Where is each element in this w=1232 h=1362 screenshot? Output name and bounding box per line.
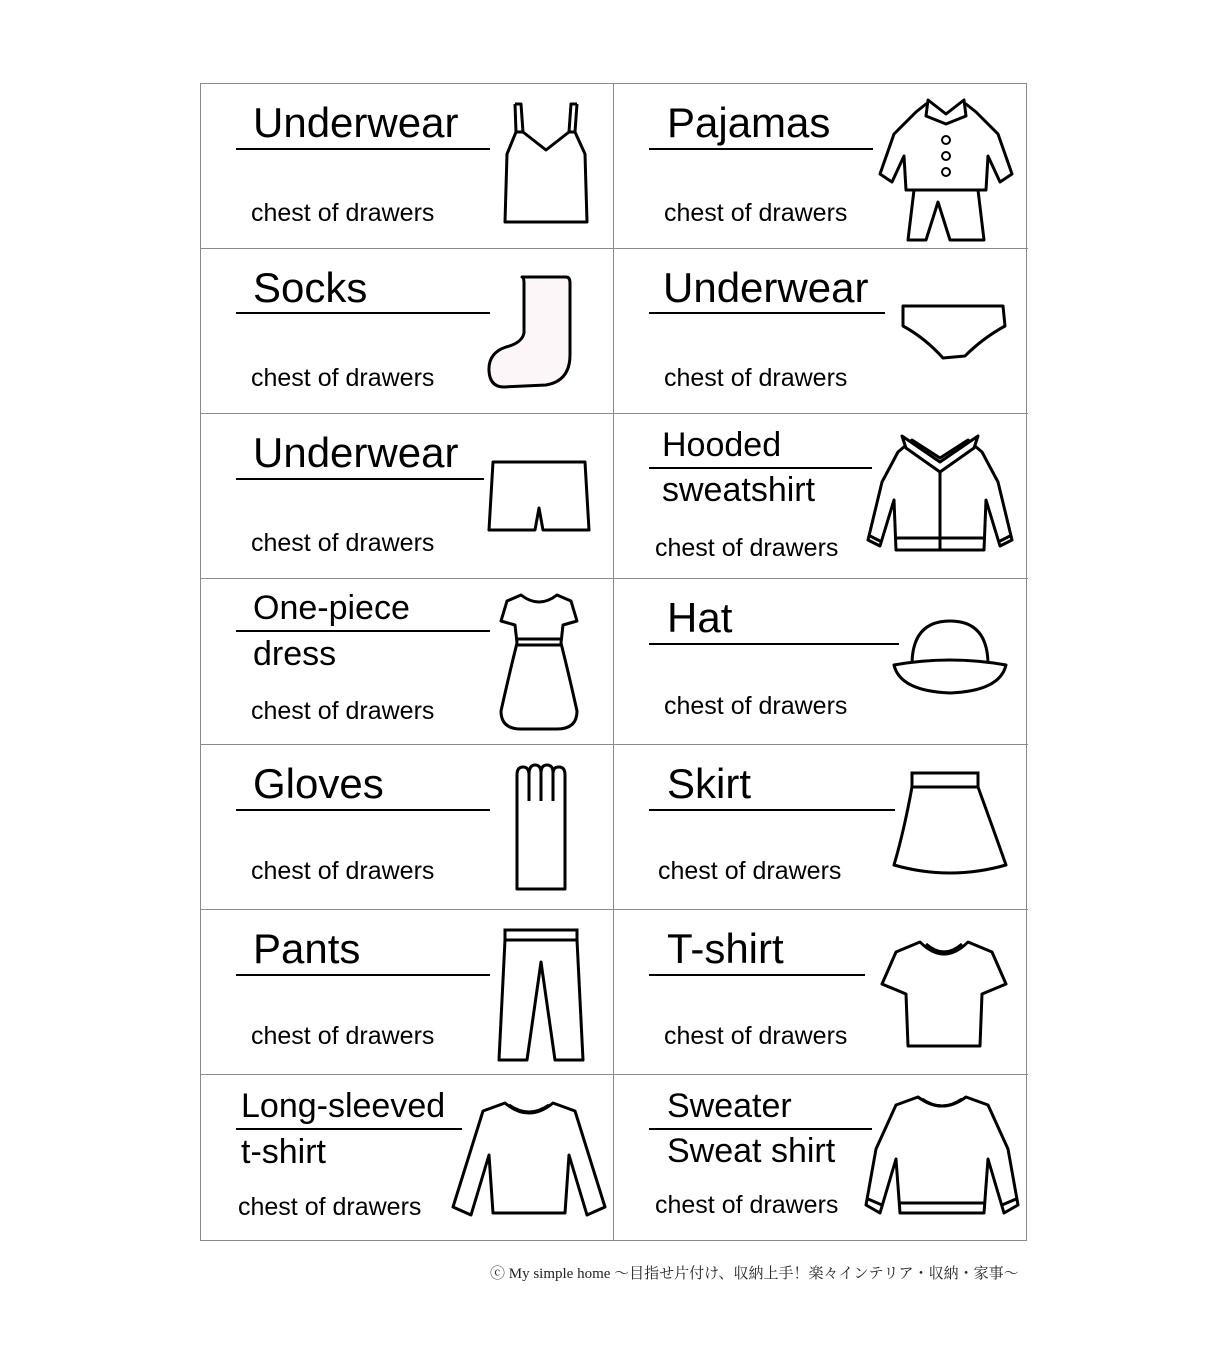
label-card: [201, 249, 614, 414]
label-sheet: [200, 83, 1027, 1241]
underline: [649, 148, 873, 150]
label-title: Gloves: [253, 759, 384, 807]
label-subtitle: chest of drawers: [658, 856, 842, 885]
underline: [649, 1128, 872, 1130]
underline: [236, 148, 490, 150]
label-card: [614, 414, 1028, 579]
skirt-icon: [890, 769, 1010, 881]
label-title: Hat: [667, 594, 733, 642]
hoodie-icon: [862, 432, 1017, 554]
label-subtitle: chest of drawers: [238, 1192, 422, 1221]
label-title: Underwear: [253, 429, 459, 477]
label-title-line2: Sweat shirt: [667, 1131, 836, 1170]
label-title: Socks: [253, 264, 368, 312]
label-card: [201, 84, 614, 249]
label-title: Underwear: [663, 264, 869, 312]
underline: [649, 974, 865, 976]
label-title-line2: sweatshirt: [662, 471, 816, 510]
label-subtitle: chest of drawers: [655, 534, 839, 563]
label-subtitle: chest of drawers: [251, 364, 435, 393]
underline: [236, 974, 490, 976]
label-title: Underwear: [253, 99, 459, 146]
label-card: [614, 910, 1028, 1075]
label-card: [201, 414, 614, 579]
label-subtitle: chest of drawers: [251, 856, 435, 885]
tshirt-icon: [878, 938, 1010, 1050]
label-subtitle: chest of drawers: [664, 692, 848, 721]
underline: [649, 643, 899, 645]
label-title: Skirt: [667, 759, 751, 807]
label-subtitle: chest of drawers: [664, 199, 848, 227]
underline: [236, 809, 490, 811]
label-card: [614, 84, 1028, 249]
label-subtitle: chest of drawers: [251, 1021, 435, 1050]
label-card: [614, 745, 1028, 910]
underline: [236, 630, 490, 632]
label-card: [614, 249, 1028, 414]
pants-icon: [497, 928, 587, 1064]
long-sleeve-shirt-icon: [451, 1099, 607, 1217]
label-title: One-piece: [253, 589, 410, 628]
copyright-footer: ⓒ My simple home ～目指せ片付け、収納上手！楽々インテリア・収納・家事～: [490, 1266, 1019, 1282]
underline: [236, 478, 484, 480]
boxer-shorts-icon: [487, 458, 593, 534]
pajamas-icon: [876, 94, 1016, 244]
label-title: Hooded: [662, 426, 782, 465]
label-subtitle: chest of drawers: [251, 529, 435, 558]
label-subtitle: chest of drawers: [664, 1021, 848, 1050]
label-subtitle: chest of drawers: [251, 199, 435, 227]
label-title-line2: dress: [253, 635, 337, 674]
label-title: Pajamas: [667, 99, 831, 146]
label-card: [614, 1075, 1028, 1240]
sock-icon: [486, 273, 576, 391]
underline: [236, 312, 490, 314]
label-subtitle: chest of drawers: [664, 364, 848, 393]
label-card: [201, 1075, 614, 1240]
underline: [649, 312, 885, 314]
underline: [236, 1128, 462, 1130]
label-card: [201, 745, 614, 910]
label-title: Long-sleeved: [241, 1086, 446, 1125]
glove-icon: [513, 763, 573, 893]
underline: [649, 467, 872, 469]
briefs-icon: [899, 302, 1009, 362]
camisole-icon: [501, 102, 591, 224]
dress-icon: [497, 591, 581, 733]
label-title: T-shirt: [667, 924, 784, 972]
underline: [649, 809, 895, 811]
label-subtitle: chest of drawers: [251, 697, 435, 726]
label-card: [614, 579, 1028, 744]
sweater-icon: [862, 1093, 1020, 1221]
label-card: [201, 910, 614, 1075]
label-title-line2: t-shirt: [241, 1132, 326, 1171]
label-subtitle: chest of drawers: [655, 1190, 839, 1219]
hat-icon: [890, 617, 1010, 697]
label-card: [201, 579, 614, 744]
label-title: Sweater: [667, 1086, 792, 1125]
label-title: Pants: [253, 924, 361, 972]
